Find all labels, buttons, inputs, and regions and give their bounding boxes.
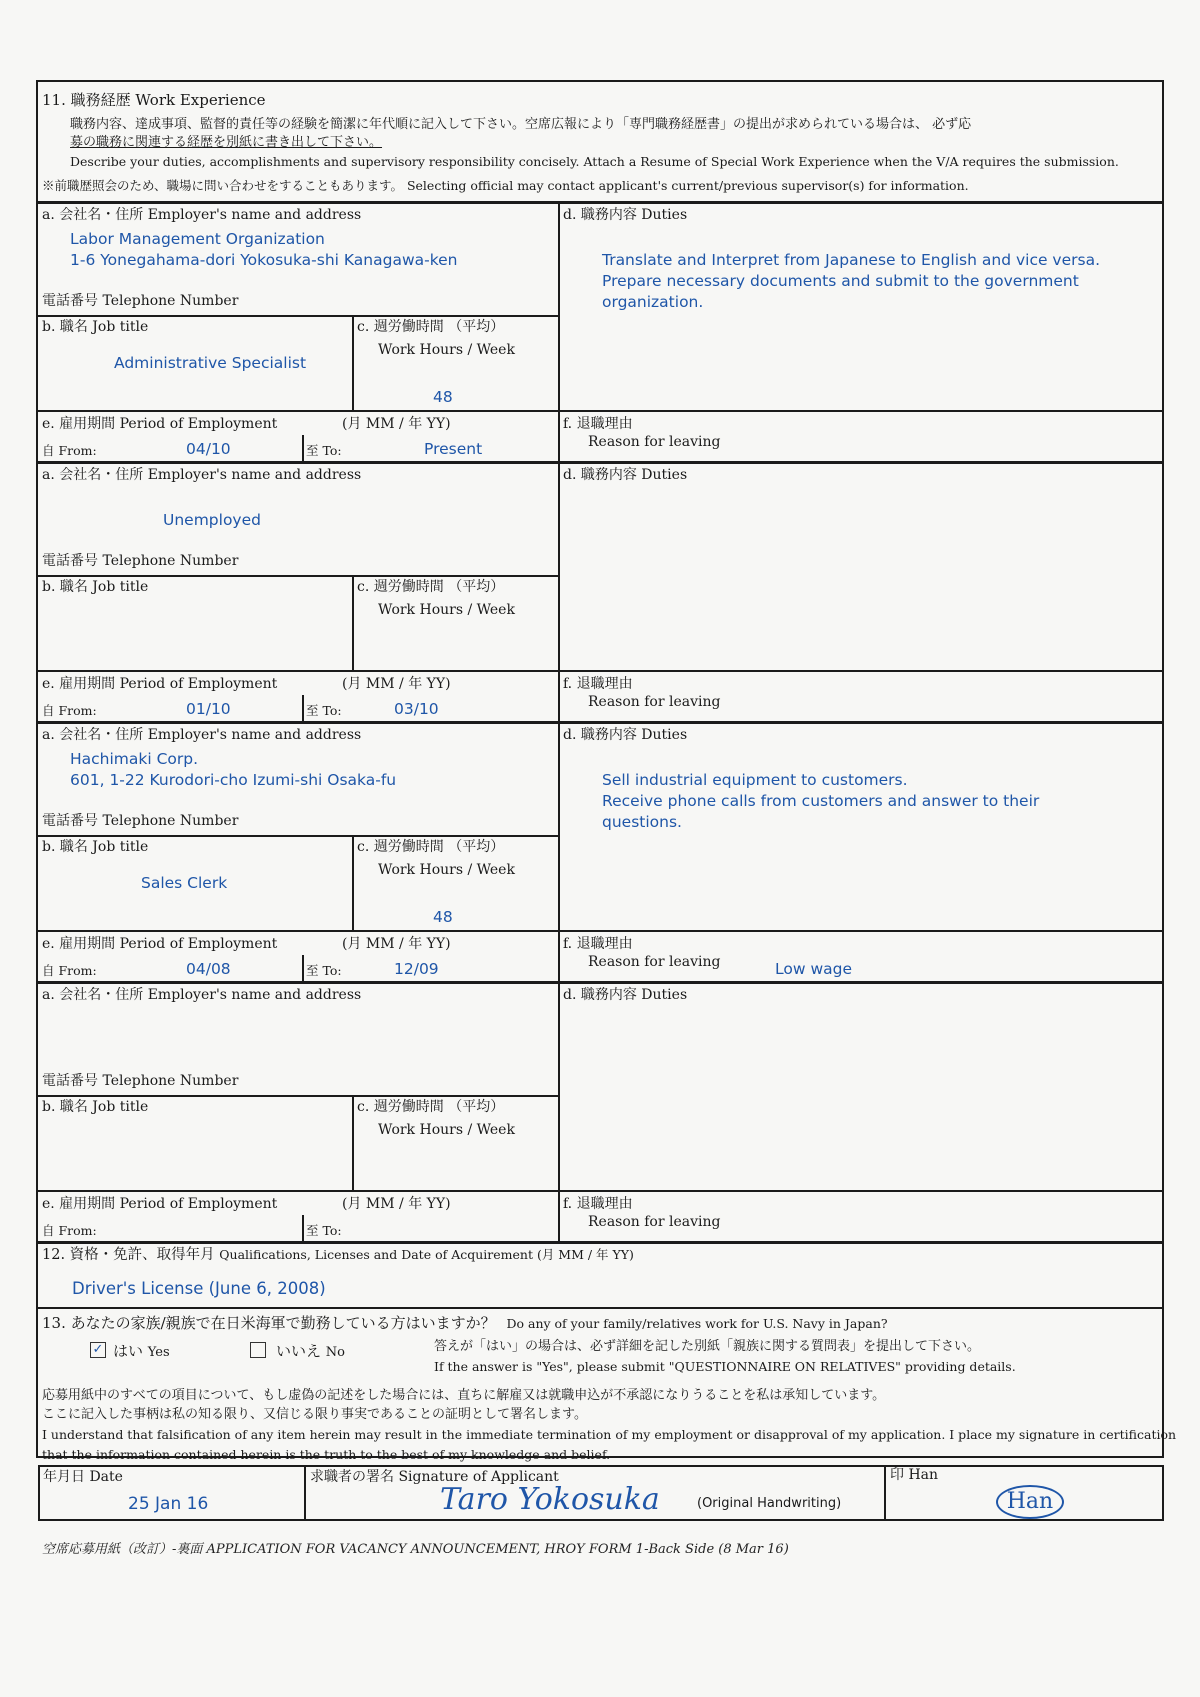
phone-label: 電話番号 Telephone Number [42, 293, 239, 309]
from-value[interactable]: 04/08 [186, 960, 231, 978]
section-13-question-en: Do any of your family/relatives work for U.S. Navy in Japan? [506, 1316, 888, 1331]
duties-line-3[interactable]: organization. [602, 293, 704, 311]
reason-sublabel: Reason for leaving [588, 954, 721, 970]
duties-label: d. 職務内容 Duties [563, 207, 688, 223]
from-value[interactable]: 01/10 [186, 700, 231, 718]
to-value[interactable]: 03/10 [394, 700, 439, 718]
phone-label: 電話番号 Telephone Number [42, 813, 239, 829]
yes-label [113, 1343, 170, 1360]
section-13-question [42, 1315, 888, 1332]
job-title-label: b. 職名 Job title [42, 1099, 149, 1115]
form-footer: 空席応募用紙（改訂）-裏面 APPLICATION FOR VACANCY ANNOUNCEMENT, HROY FORM 1-Back Side (8 Mar 16) [42, 1542, 789, 1557]
reason-sublabel: Reason for leaving [588, 434, 721, 450]
period-label: e. 雇用期間 Period of Employment [42, 1196, 278, 1212]
employer-name[interactable]: Unemployed [163, 511, 261, 529]
reason-label: f. 退職理由 [563, 676, 633, 692]
period-format: (月 MM / 年 YY) [342, 1196, 451, 1212]
duties-line-2[interactable]: Prepare necessary documents and submit to the government [602, 272, 1079, 290]
from-label: 自 From: [42, 963, 97, 978]
hours-sublabel: Work Hours / Week [378, 602, 515, 618]
to-label: 至 To: [306, 963, 342, 978]
to-value[interactable]: Present [424, 440, 483, 458]
from-label: 自 From: [42, 703, 97, 718]
no-label-jp: いいえ [276, 1342, 322, 1360]
no-label-en: No [325, 1345, 345, 1360]
duties-label: d. 職務内容 Duties [563, 987, 688, 1003]
reason-value[interactable]: Low wage [775, 960, 853, 978]
section-13-question-jp: 13. あなたの家族/親族で在日米海軍で勤務している方はいますか？ [42, 1314, 496, 1332]
duties-line-2[interactable]: Receive phone calls from customers and answer to their [602, 792, 1040, 810]
certification-jp-1: 応募用紙中のすべての項目について、もし虚偽の記述をした場合には、直ちに解雇又は就職申込が不承認になりうることを私は承知しています。 [42, 1388, 886, 1403]
certification-en-1: I understand that falsification of any item herein may result in the immediate termination of my employment or disapproval of my application. I place my signature in certification [42, 1427, 1177, 1442]
period-format: (月 MM / 年 YY) [342, 936, 451, 952]
reason-label: f. 退職理由 [563, 936, 633, 952]
period-label: e. 雇用期間 Period of Employment [42, 936, 278, 952]
certification-en-2: that the information contained herein is the truth to the best of my knowledge and belief. [42, 1447, 611, 1462]
qualifications-value[interactable]: Driver's License (June 6, 2008) [72, 1279, 326, 1298]
duties-line-1[interactable]: Sell industrial equipment to customers. [602, 771, 908, 789]
from-label: 自 From: [42, 1223, 97, 1238]
hours-sublabel: Work Hours / Week [378, 862, 515, 878]
hours-sublabel: Work Hours / Week [378, 1122, 515, 1138]
han-stamp: Han [996, 1485, 1064, 1519]
duties-line-1[interactable]: Translate and Interpret from Japanese to English and vice versa. [602, 251, 1101, 269]
job-title-value[interactable]: Sales Clerk [141, 874, 228, 892]
phone-label: 電話番号 Telephone Number [42, 553, 239, 569]
certification-jp-2: ここに記入した事柄は私の知る限り、又信じる限り事実であることの証明として署名します。 [42, 1407, 587, 1422]
section-11-note: ※前職歴照会のため、職場に問い合わせをすることもあります。 Selecting official may contact applicant's current/previous supervisor(s) for information. [42, 178, 969, 193]
employer-label: a. 会社名・住所 Employer's name and address [42, 207, 362, 223]
section-11-instruction-jp-2: 募の職務に関連する経歴を別紙に書き出して下さい。 [70, 135, 383, 150]
signature-label: 求職者の署名 Signature of Applicant [310, 1469, 559, 1485]
job-title-value[interactable]: Administrative Specialist [114, 354, 307, 372]
employer-address[interactable]: 1-6 Yonegahama-dori Yokosuka-shi Kanagawa-ken [70, 251, 458, 269]
yes-checkbox[interactable]: ✓ [90, 1342, 106, 1358]
phone-label: 電話番号 Telephone Number [42, 1073, 239, 1089]
hours-label: c. 週労働時間 （平均） [357, 839, 505, 855]
applicant-signature[interactable]: Taro Yokosuka [440, 1482, 660, 1517]
hours-label: c. 週労働時間 （平均） [357, 319, 505, 335]
no-checkbox[interactable] [250, 1342, 266, 1358]
from-value[interactable]: 04/10 [186, 440, 231, 458]
section-12-label-jp: 12. 資格・免許、取得年月 [42, 1247, 215, 1263]
period-label: e. 雇用期間 Period of Employment [42, 416, 278, 432]
to-label: 至 To: [306, 443, 342, 458]
reason-label: f. 退職理由 [563, 416, 633, 432]
reason-sublabel: Reason for leaving [588, 694, 721, 710]
section-13-note-en: If the answer is "Yes", please submit "QUESTIONNAIRE ON RELATIVES" providing details. [434, 1359, 1016, 1374]
date-value[interactable]: 25 Jan 16 [128, 1494, 209, 1514]
to-label: 至 To: [306, 703, 342, 718]
section-13-note-jp: 答えが「はい」の場合は、必ず詳細を記した別紙「親族に関する質問表」を提出して下さい。 [434, 1339, 981, 1354]
no-label [276, 1343, 345, 1360]
hours-value[interactable]: 48 [433, 908, 453, 926]
section-11-title: 11. 職務経歴 Work Experience [42, 91, 266, 109]
yes-label-jp: はい [113, 1342, 144, 1360]
employer-address[interactable]: 601, 1-22 Kurodori-cho Izumi-shi Osaka-fu [70, 771, 397, 789]
han-label: 印 Han [890, 1467, 939, 1483]
duties-label: d. 職務内容 Duties [563, 727, 688, 743]
hours-label: c. 週労働時間 （平均） [357, 1099, 505, 1115]
date-label: 年月日 Date [43, 1469, 123, 1485]
reason-label: f. 退職理由 [563, 1196, 633, 1212]
period-format: (月 MM / 年 YY) [342, 676, 451, 692]
job-title-label: b. 職名 Job title [42, 319, 149, 335]
period-label: e. 雇用期間 Period of Employment [42, 676, 278, 692]
signature-note: (Original Handwriting) [697, 1496, 842, 1511]
yes-label-en: Yes [147, 1345, 170, 1360]
to-value[interactable]: 12/09 [394, 960, 439, 978]
section-12-label [42, 1248, 634, 1264]
hours-value[interactable]: 48 [433, 388, 453, 406]
employer-name[interactable]: Labor Management Organization [70, 230, 325, 248]
hours-label: c. 週労働時間 （平均） [357, 579, 505, 595]
job-title-label: b. 職名 Job title [42, 579, 149, 595]
duties-line-3[interactable]: questions. [602, 813, 682, 831]
job-title-label: b. 職名 Job title [42, 839, 149, 855]
from-label: 自 From: [42, 443, 97, 458]
section-12-label-en: Qualifications, Licenses and Date of Acquirement (月 MM / 年 YY) [219, 1247, 634, 1262]
reason-sublabel: Reason for leaving [588, 1214, 721, 1230]
employer-label: a. 会社名・住所 Employer's name and address [42, 987, 362, 1003]
duties-label: d. 職務内容 Duties [563, 467, 688, 483]
hours-sublabel: Work Hours / Week [378, 342, 515, 358]
period-format: (月 MM / 年 YY) [342, 416, 451, 432]
employer-name[interactable]: Hachimaki Corp. [70, 750, 199, 768]
employer-label: a. 会社名・住所 Employer's name and address [42, 467, 362, 483]
section-11-instruction-jp-1: 職務内容、達成事項、監督的責任等の経験を簡潔に年代順に記入して下さい。空席広報により「専門職務経歴書」の提出が求められている場合は、 必ず応 [70, 117, 972, 132]
employer-label: a. 会社名・住所 Employer's name and address [42, 727, 362, 743]
to-label: 至 To: [306, 1223, 342, 1238]
section-11-instruction-en: Describe your duties, accomplishments and supervisory responsibility concisely. Attach a Resume of Special Work Experience when the V/A requires the submission. [70, 154, 1119, 169]
